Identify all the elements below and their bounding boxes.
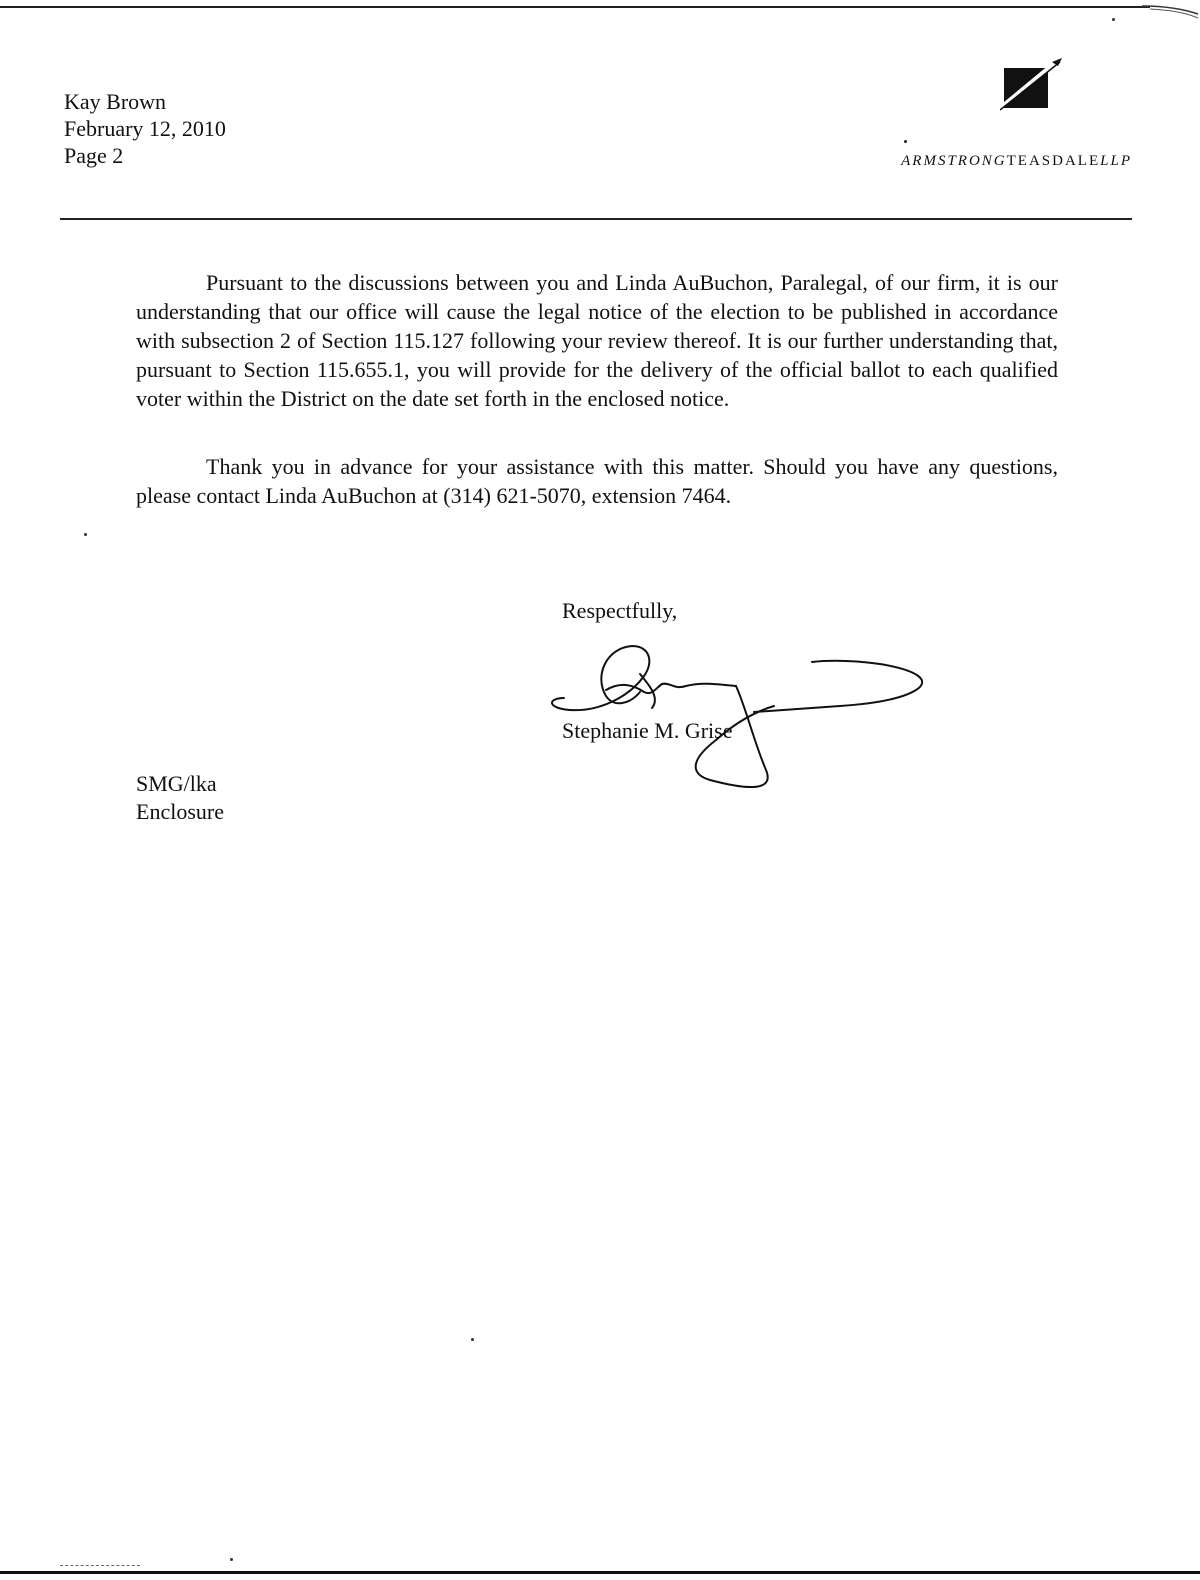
page-corner-curl <box>1140 0 1200 24</box>
body-paragraph-1: Pursuant to the discussions between you and Linda AuBuchon, Paralegal, of our firm, it is our understanding that our office will cause the legal notice of the election to be published in accordance with subsection 2 of Section 115.127 following your review thereof. It is our further understanding that, pursuant to Section 115.655.1, you will provide for the delivery of the official ballot to each qualified voter within the District on the date set forth in the enclosed notice. <box>136 270 1058 411</box>
scan-speck <box>1112 18 1115 21</box>
recipient-name: Kay Brown <box>64 89 167 114</box>
top-edge-rule <box>0 6 1150 8</box>
closing-salutation: Respectfully, <box>562 598 678 623</box>
page-number: Page 2 <box>64 143 124 168</box>
armstrong-teasdale-logo-icon <box>1000 58 1064 112</box>
firm-name-part-teasdale: TEASDALE <box>1006 153 1101 169</box>
scan-speck <box>904 140 907 143</box>
enclosure-note: Enclosure <box>136 799 224 824</box>
firm-name-part-llp: LLP <box>1100 153 1132 169</box>
handwritten-signature <box>540 632 940 802</box>
bottom-edge-rule <box>0 1571 1200 1574</box>
scan-speck <box>84 533 87 536</box>
body-paragraph-2: Thank you in advance for your assistance with this matter. Should you have any questions, please contact Linda AuBuchon at (314) 621-5070, extension 7464. <box>136 454 1058 508</box>
firm-name <box>901 153 1132 170</box>
signer-name: Stephanie M. Grise <box>562 718 733 743</box>
typist-initials: SMG/lka <box>136 771 217 796</box>
footer-notation <box>136 770 224 826</box>
letter-header <box>64 88 226 169</box>
bottom-edge-marks <box>60 1565 140 1566</box>
header-divider <box>60 218 1132 220</box>
scan-speck <box>230 1558 233 1561</box>
firm-name-part-armstrong: ARMSTRONG <box>901 153 1007 169</box>
scan-speck <box>471 1338 474 1341</box>
letter-date: February 12, 2010 <box>64 116 226 141</box>
